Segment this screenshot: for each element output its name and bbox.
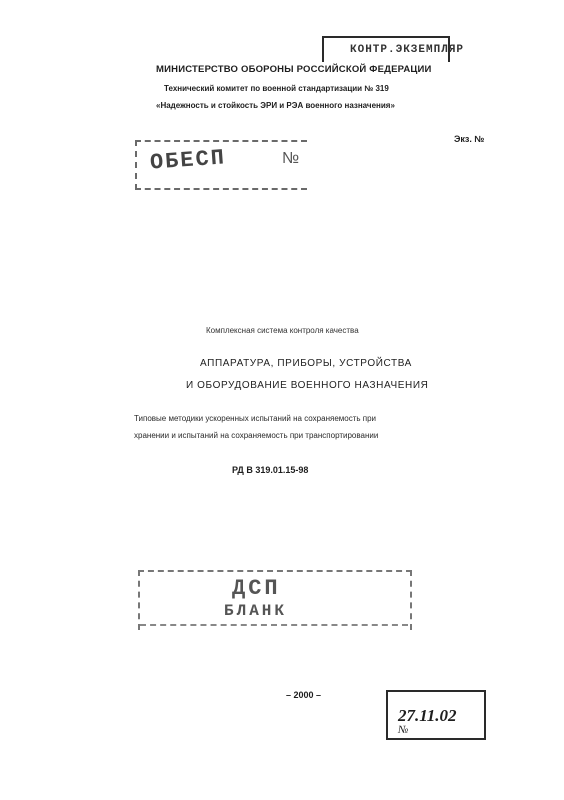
ministry-title: МИНИСТЕРСТВО ОБОРОНЫ РОССИЙСКОЙ ФЕДЕРАЦИИ — [156, 64, 432, 75]
document-title-line-2: И ОБОРУДОВАНИЕ ВОЕННОГО НАЗНАЧЕНИЯ — [186, 380, 429, 391]
committee-subject: «Надежность и стойкость ЭРИ и РЭА военного назначения» — [156, 101, 395, 110]
method-description-line-2: хранении и испытаний на сохраняемость при транспортировании — [134, 431, 379, 440]
bottom-stamp-text-1: ДСП — [232, 576, 281, 601]
copy-number-label: Экз. № — [454, 134, 485, 144]
bottom-stamp-text-2: БЛАНК — [224, 602, 288, 620]
date-stamp-mark: № — [398, 724, 409, 736]
method-description-line-1: Типовые методики ускоренных испытаний на сохраняемость при — [134, 414, 377, 423]
secrecy-stamp-mark: № — [282, 150, 300, 167]
bottom-stamp-divider — [140, 624, 408, 626]
quality-system-line: Комплексная система контроля качества — [206, 326, 359, 335]
date-stamp-text: 27.11.02 — [398, 706, 457, 725]
document-title-line-1: АППАРАТУРА, ПРИБОРЫ, УСТРОЙСТВА — [200, 358, 412, 369]
secrecy-stamp-text: ОБЕСП — [149, 145, 227, 176]
document-number: РД В 319.01.15-98 — [232, 465, 309, 475]
control-copy-stamp-text: КОНТР.ЭКЗЕМПЛЯР — [350, 44, 465, 56]
publication-year: – 2000 – — [286, 690, 322, 700]
committee-line: Технический комитет по военной стандартизации № 319 — [164, 84, 389, 93]
